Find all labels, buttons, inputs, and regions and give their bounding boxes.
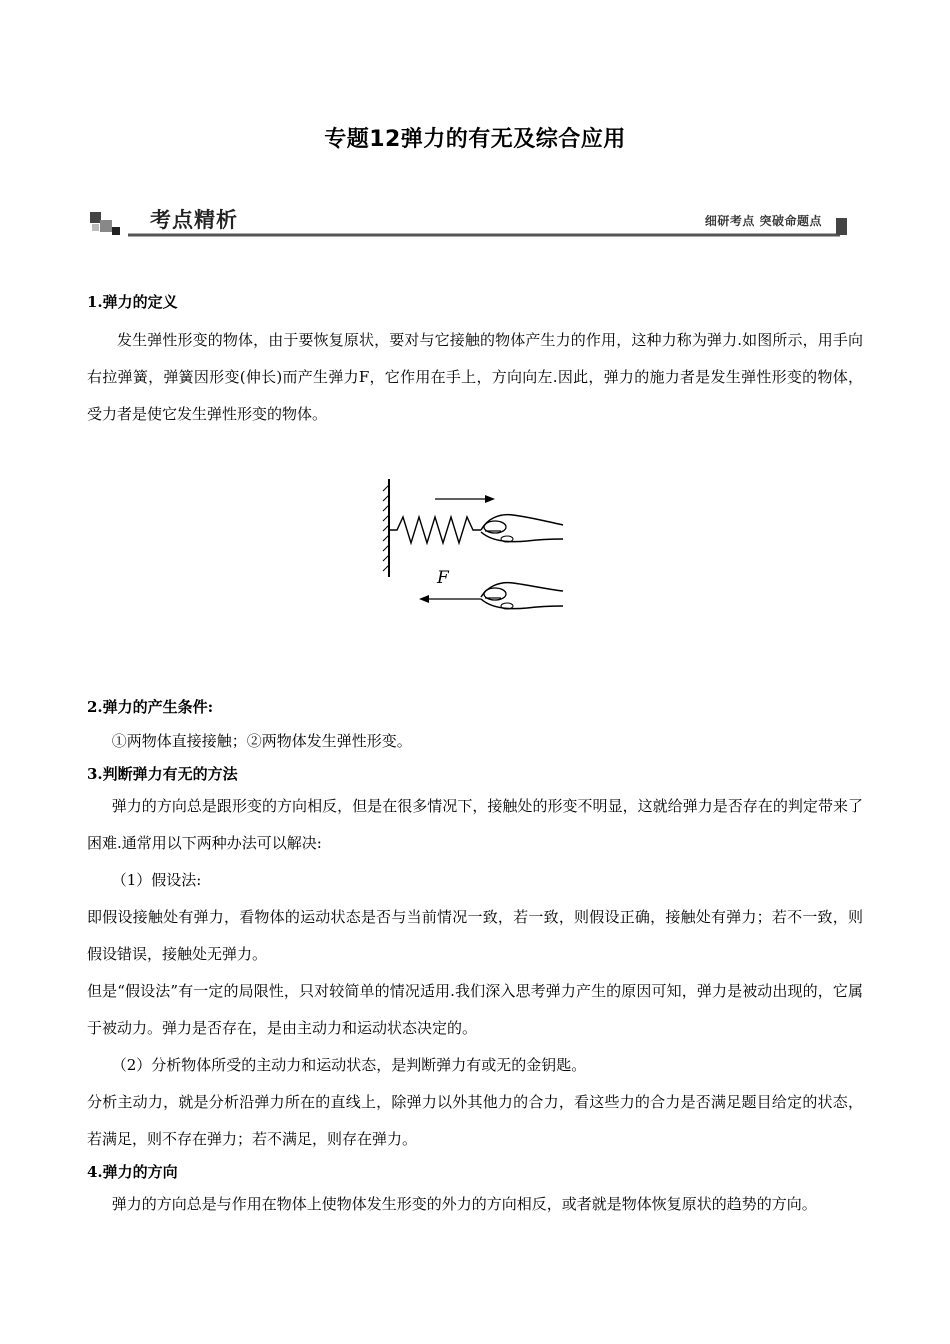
section-3-item-2: （2）分析物体所受的主动力和运动状态，是判断弹力有或无的金钥匙。 — [111, 1056, 587, 1074]
section-banner — [88, 200, 850, 242]
section-1-paragraph: 发生弹性形变的物体，由于要恢复原状，要对与它接触的物体产生力的作用，这种力称为弹力.如图所示，用手向右拉弹簧，弹簧因形变(伸长)而产生弹力F，它作用在手上，方向向左.因此，弹力的施力者是发生弹性形变的物体，受力者是使它发生弹性形变的物体。 — [87, 331, 863, 423]
section-3-item-1: （1）假设法: — [111, 871, 202, 889]
section-2-heading: 2.弹力的产生条件: — [87, 698, 214, 716]
section-4-paragraph: 弹力的方向总是与作用在物体上使物体发生形变的外力的方向相反，或者就是物体恢复原状的趋势的方向。 — [111, 1195, 817, 1213]
section-2-paragraph: ①两物体直接接触；②两物体发生弹性形变。 — [111, 732, 412, 750]
section-1-heading: 1.弹力的定义 — [87, 293, 178, 311]
document-body — [87, 288, 863, 1223]
section-3-paragraph-3: 但是“假设法”有一定的局限性，只对较简单的情况适用.我们深入思考弹力产生的原因可知，弹力是被动出现的，它属于被动力。弹力是否存在，是由主动力和运动状态决定的。 — [87, 982, 863, 1037]
section-3-paragraph-4: 分析主动力，就是分析沿弹力所在的直线上，除弹力以外其他力的合力，看这些力的合力是否满足题目给定的状态，若满足，则不存在弹力；若不满足，则存在弹力。 — [87, 1093, 863, 1148]
section-3-paragraph-2: 即假设接触处有弹力，看物体的运动状态是否与当前情况一致，若一致，则假设正确，接触处有弹力；若不一致，则假设错误，接触处无弹力。 — [87, 908, 863, 963]
banner-tagline: 细研考点 突破命题点 — [704, 214, 822, 228]
page-title: 专题12弹力的有无及综合应用 — [324, 127, 626, 152]
section-4-heading: 4.弹力的方向 — [87, 1163, 178, 1181]
section-3-paragraph-1: 弹力的方向总是跟形变的方向相反，但是在很多情况下，接触处的形变不明显，这就给弹力是否存在的判定带来了困难.通常用以下两种办法可以解决: — [87, 797, 863, 852]
force-label: F — [437, 568, 449, 588]
section-3-heading: 3.判断弹力有无的方法 — [87, 765, 238, 783]
figure-container — [87, 433, 863, 693]
spring-hand-figure — [377, 477, 577, 617]
banner-title: 考点精析 — [150, 208, 238, 232]
